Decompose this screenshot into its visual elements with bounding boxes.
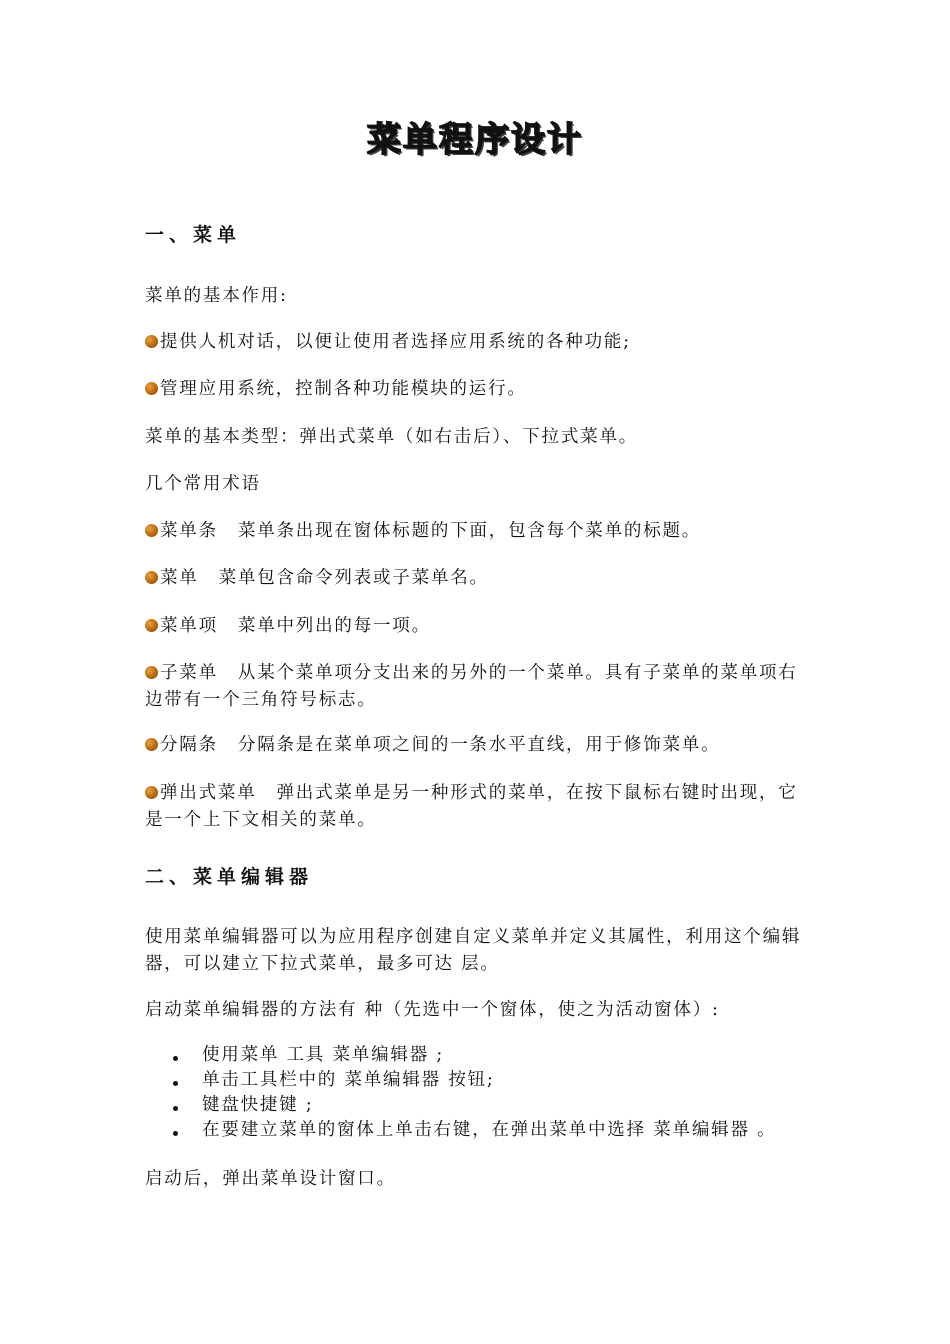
list-item: 单击工具栏中的 菜单编辑器 按钮; <box>170 1068 810 1093</box>
term-item <box>145 613 810 640</box>
basic-types-text: 菜单的基本类型：弹出式菜单（如右击后）、下拉式菜单。 <box>145 427 639 447</box>
term-desc: 菜单条出现在窗体标题的下面，包含每个菜单的标题。 <box>237 521 702 541</box>
methods-list <box>170 1043 810 1143</box>
bullet-icon <box>145 335 158 348</box>
term-name: 弹出式菜单 <box>160 783 257 803</box>
bullet-icon <box>145 571 158 584</box>
bullet-icon <box>145 524 158 537</box>
list-item: 使用菜单 工具 菜单编辑器 ; <box>170 1043 810 1068</box>
term-desc: 分隔条是在菜单项之间的一条水平直线，用于修饰菜单。 <box>237 735 721 755</box>
bullet-dot-icon <box>173 1081 178 1086</box>
bullet-icon <box>145 382 158 395</box>
bullet-icon <box>145 786 158 799</box>
use-item: 提供人机对话，以便让使用者选择应用系统的各种功能; <box>145 329 810 356</box>
bullet-dot-icon <box>173 1131 178 1136</box>
list-item: 在要建立菜单的窗体上单击右键，在弹出菜单中选择 菜单编辑器 。 <box>170 1118 810 1143</box>
basic-use-label: 菜单的基本作用: <box>145 286 288 306</box>
list-item: 键盘快捷键 ; <box>170 1093 810 1118</box>
use-item: 管理应用系统，控制各种功能模块的运行。 <box>145 376 810 403</box>
term-item <box>145 732 810 759</box>
section-heading-menu: 一、菜单 <box>145 224 242 246</box>
term-name: 菜单 <box>160 568 199 588</box>
term-name: 菜单条 <box>160 521 218 541</box>
term-name: 菜单项 <box>160 616 218 636</box>
bullet-icon <box>145 666 158 679</box>
bullet-dot-icon <box>173 1056 178 1061</box>
bullet-dot-icon <box>173 1106 178 1111</box>
term-desc: 菜单中列出的每一项。 <box>237 616 431 636</box>
term-item <box>145 518 810 545</box>
bullet-icon <box>145 619 158 632</box>
bullet-icon <box>145 738 158 751</box>
term-item <box>145 660 810 714</box>
term-desc: 弹出式菜单是另一种形式的菜单，在按下鼠标右键时出现，它是一个上下文相关的菜单。 <box>145 783 798 830</box>
section-heading-menu-editor: 二、菜单编辑器 <box>145 866 314 888</box>
term-desc: 从某个菜单项分支出来的另外的一个菜单。具有子菜单的菜单项右边带有一个三角符号标志。 <box>145 663 798 710</box>
term-name: 分隔条 <box>160 735 218 755</box>
after-text: 启动后，弹出菜单设计窗口。 <box>145 1169 396 1189</box>
editor-intro: 使用菜单编辑器可以为应用程序创建自定义菜单并定义其属性，利用这个编辑器，可以建立下拉式菜单，最多可达 层。 <box>145 927 802 974</box>
term-item <box>145 565 810 592</box>
term-item <box>145 780 810 834</box>
term-desc: 菜单包含命令列表或子菜单名。 <box>218 568 489 588</box>
page-title: 菜单程序设计 <box>367 120 583 160</box>
term-name: 子菜单 <box>160 663 218 683</box>
terms-label: 几个常用术语 <box>145 474 261 494</box>
methods-label: 启动菜单编辑器的方法有 种（先选中一个窗体，使之为活动窗体）: <box>145 1000 720 1020</box>
